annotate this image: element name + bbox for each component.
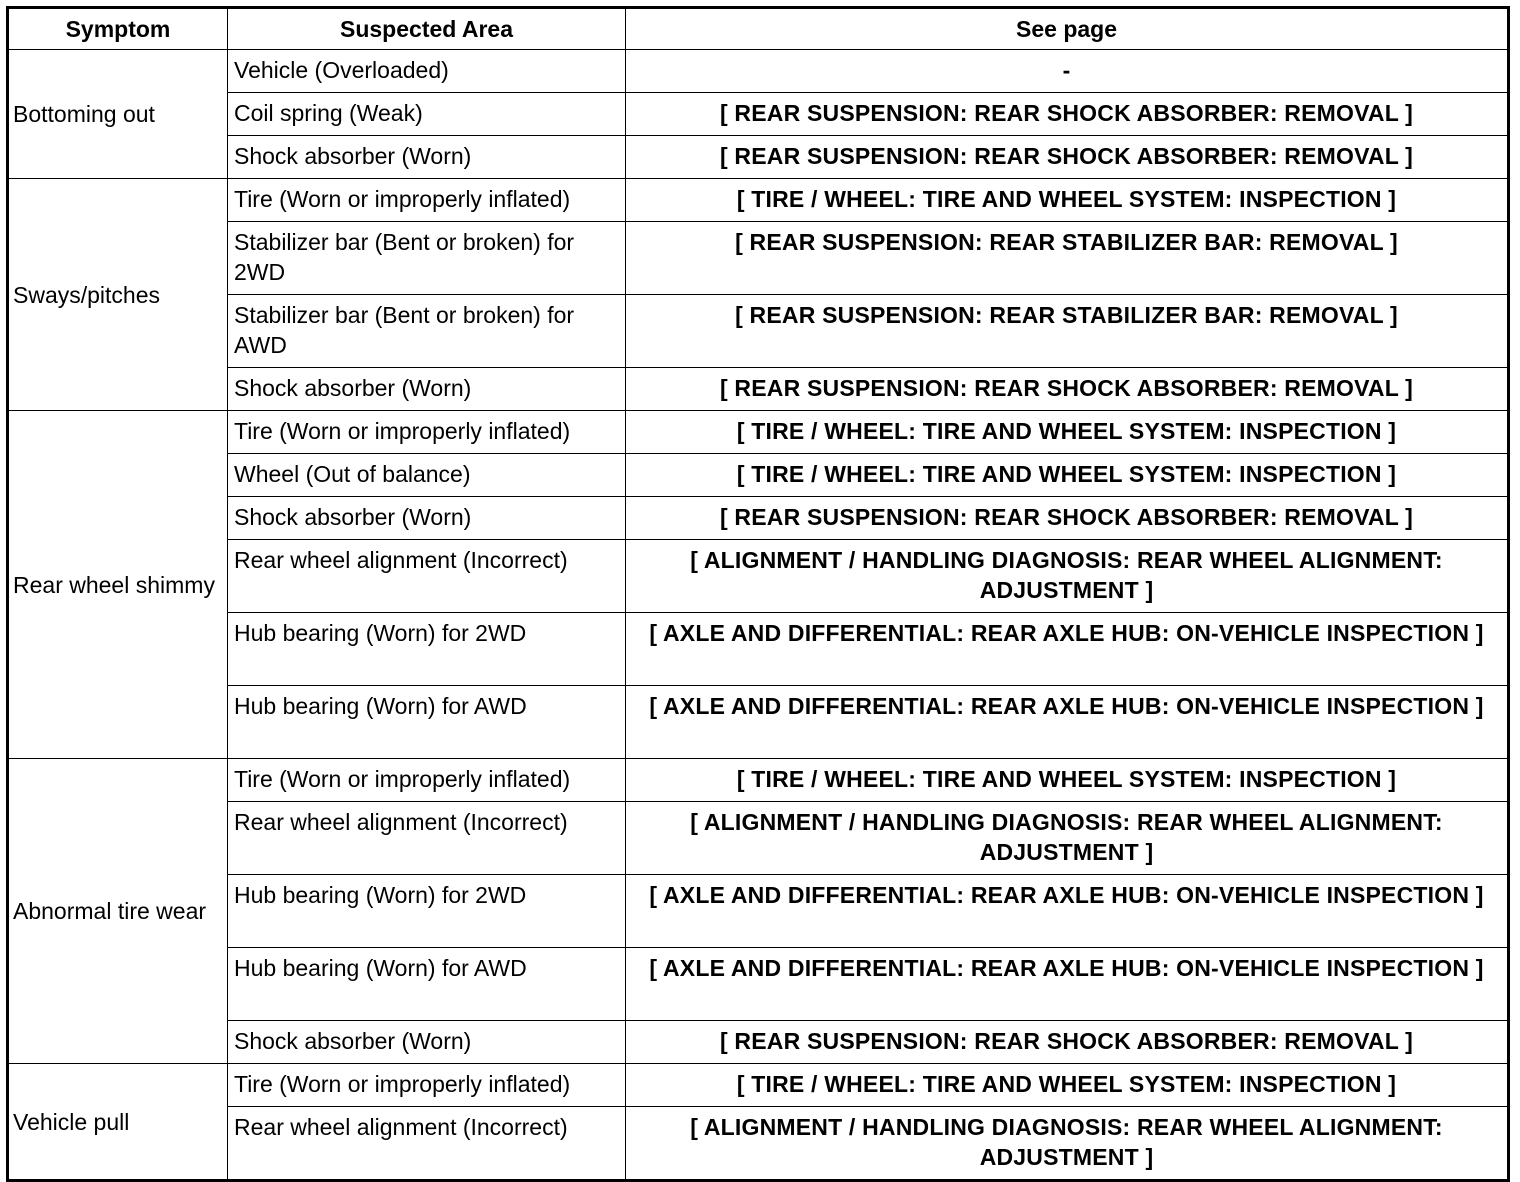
- see-page-link[interactable]: [ ALIGNMENT / HANDLING DIAGNOSIS: REAR WHEEL ALIGNMENT: ADJUSTMENT ]: [626, 802, 1509, 875]
- suspected-area-cell: Tire (Worn or improperly inflated): [228, 1064, 626, 1107]
- see-page-link[interactable]: [ REAR SUSPENSION: REAR SHOCK ABSORBER: REMOVAL ]: [626, 1021, 1509, 1064]
- table-row: [8, 411, 1509, 454]
- suspected-area-cell: Shock absorber (Worn): [228, 136, 626, 179]
- suspected-area-cell: Shock absorber (Worn): [228, 368, 626, 411]
- see-page-link[interactable]: [ REAR SUSPENSION: REAR SHOCK ABSORBER: REMOVAL ]: [626, 368, 1509, 411]
- header-suspected-area: Suspected Area: [228, 8, 626, 50]
- table-row: [8, 802, 1509, 875]
- table-row: [8, 759, 1509, 802]
- header-see-page: See page: [626, 8, 1509, 50]
- see-page-link[interactable]: [ AXLE AND DIFFERENTIAL: REAR AXLE HUB: ON-VEHICLE INSPECTION ]: [626, 613, 1509, 686]
- table-row: [8, 454, 1509, 497]
- table-row: [8, 1064, 1509, 1107]
- table-row: [8, 1021, 1509, 1064]
- suspected-area-cell: Tire (Worn or improperly inflated): [228, 411, 626, 454]
- suspected-area-cell: Coil spring (Weak): [228, 93, 626, 136]
- table-header-row: [8, 8, 1509, 50]
- symptom-cell: Rear wheel shimmy: [8, 411, 228, 759]
- table-row: [8, 222, 1509, 295]
- table-row: [8, 875, 1509, 948]
- suspected-area-cell: Hub bearing (Worn) for 2WD: [228, 875, 626, 948]
- table-row: [8, 136, 1509, 179]
- table-row: [8, 179, 1509, 222]
- table-row: [8, 540, 1509, 613]
- suspected-area-cell: Rear wheel alignment (Incorrect): [228, 802, 626, 875]
- table-row: [8, 295, 1509, 368]
- table-row: [8, 1107, 1509, 1181]
- see-page-link[interactable]: [ REAR SUSPENSION: REAR SHOCK ABSORBER: REMOVAL ]: [626, 497, 1509, 540]
- see-page-link[interactable]: [ AXLE AND DIFFERENTIAL: REAR AXLE HUB: ON-VEHICLE INSPECTION ]: [626, 948, 1509, 1021]
- symptom-cell: Vehicle pull: [8, 1064, 228, 1181]
- suspected-area-cell: Stabilizer bar (Bent or broken) for 2WD: [228, 222, 626, 295]
- suspected-area-cell: Vehicle (Overloaded): [228, 50, 626, 93]
- suspected-area-cell: Shock absorber (Worn): [228, 1021, 626, 1064]
- symptom-cell: Abnormal tire wear: [8, 759, 228, 1064]
- see-page-link[interactable]: [ TIRE / WHEEL: TIRE AND WHEEL SYSTEM: INSPECTION ]: [626, 179, 1509, 222]
- suspected-area-cell: Tire (Worn or improperly inflated): [228, 759, 626, 802]
- suspected-area-cell: Wheel (Out of balance): [228, 454, 626, 497]
- see-page-link[interactable]: [ ALIGNMENT / HANDLING DIAGNOSIS: REAR WHEEL ALIGNMENT: ADJUSTMENT ]: [626, 540, 1509, 613]
- symptom-cell: Bottoming out: [8, 50, 228, 179]
- table-row: [8, 368, 1509, 411]
- see-page-link[interactable]: [ TIRE / WHEEL: TIRE AND WHEEL SYSTEM: INSPECTION ]: [626, 1064, 1509, 1107]
- suspected-area-cell: Hub bearing (Worn) for 2WD: [228, 613, 626, 686]
- suspected-area-cell: Shock absorber (Worn): [228, 497, 626, 540]
- suspected-area-cell: Stabilizer bar (Bent or broken) for AWD: [228, 295, 626, 368]
- table-row: [8, 497, 1509, 540]
- see-page-link[interactable]: [ TIRE / WHEEL: TIRE AND WHEEL SYSTEM: INSPECTION ]: [626, 454, 1509, 497]
- table-row: [8, 50, 1509, 93]
- see-page-link[interactable]: [ ALIGNMENT / HANDLING DIAGNOSIS: REAR WHEEL ALIGNMENT: ADJUSTMENT ]: [626, 1107, 1509, 1181]
- suspected-area-cell: Tire (Worn or improperly inflated): [228, 179, 626, 222]
- table-row: [8, 613, 1509, 686]
- symptom-cell: Sways/pitches: [8, 179, 228, 411]
- see-page-link[interactable]: [ AXLE AND DIFFERENTIAL: REAR AXLE HUB: ON-VEHICLE INSPECTION ]: [626, 686, 1509, 759]
- see-page-link[interactable]: [ REAR SUSPENSION: REAR SHOCK ABSORBER: REMOVAL ]: [626, 93, 1509, 136]
- table-row: [8, 93, 1509, 136]
- header-symptom: Symptom: [8, 8, 228, 50]
- see-page-link[interactable]: [ TIRE / WHEEL: TIRE AND WHEEL SYSTEM: INSPECTION ]: [626, 759, 1509, 802]
- see-page-link[interactable]: [ REAR SUSPENSION: REAR STABILIZER BAR: REMOVAL ]: [626, 222, 1509, 295]
- see-page-link[interactable]: [ TIRE / WHEEL: TIRE AND WHEEL SYSTEM: INSPECTION ]: [626, 411, 1509, 454]
- suspected-area-cell: Rear wheel alignment (Incorrect): [228, 1107, 626, 1181]
- see-page-link[interactable]: [ REAR SUSPENSION: REAR SHOCK ABSORBER: REMOVAL ]: [626, 136, 1509, 179]
- table-row: [8, 686, 1509, 759]
- suspected-area-cell: Hub bearing (Worn) for AWD: [228, 686, 626, 759]
- table-row: [8, 948, 1509, 1021]
- diagnosis-table: [6, 6, 1510, 1182]
- suspected-area-cell: Hub bearing (Worn) for AWD: [228, 948, 626, 1021]
- suspected-area-cell: Rear wheel alignment (Incorrect): [228, 540, 626, 613]
- see-page-link[interactable]: [ REAR SUSPENSION: REAR STABILIZER BAR: REMOVAL ]: [626, 295, 1509, 368]
- see-page-link[interactable]: -: [626, 50, 1509, 93]
- see-page-link[interactable]: [ AXLE AND DIFFERENTIAL: REAR AXLE HUB: ON-VEHICLE INSPECTION ]: [626, 875, 1509, 948]
